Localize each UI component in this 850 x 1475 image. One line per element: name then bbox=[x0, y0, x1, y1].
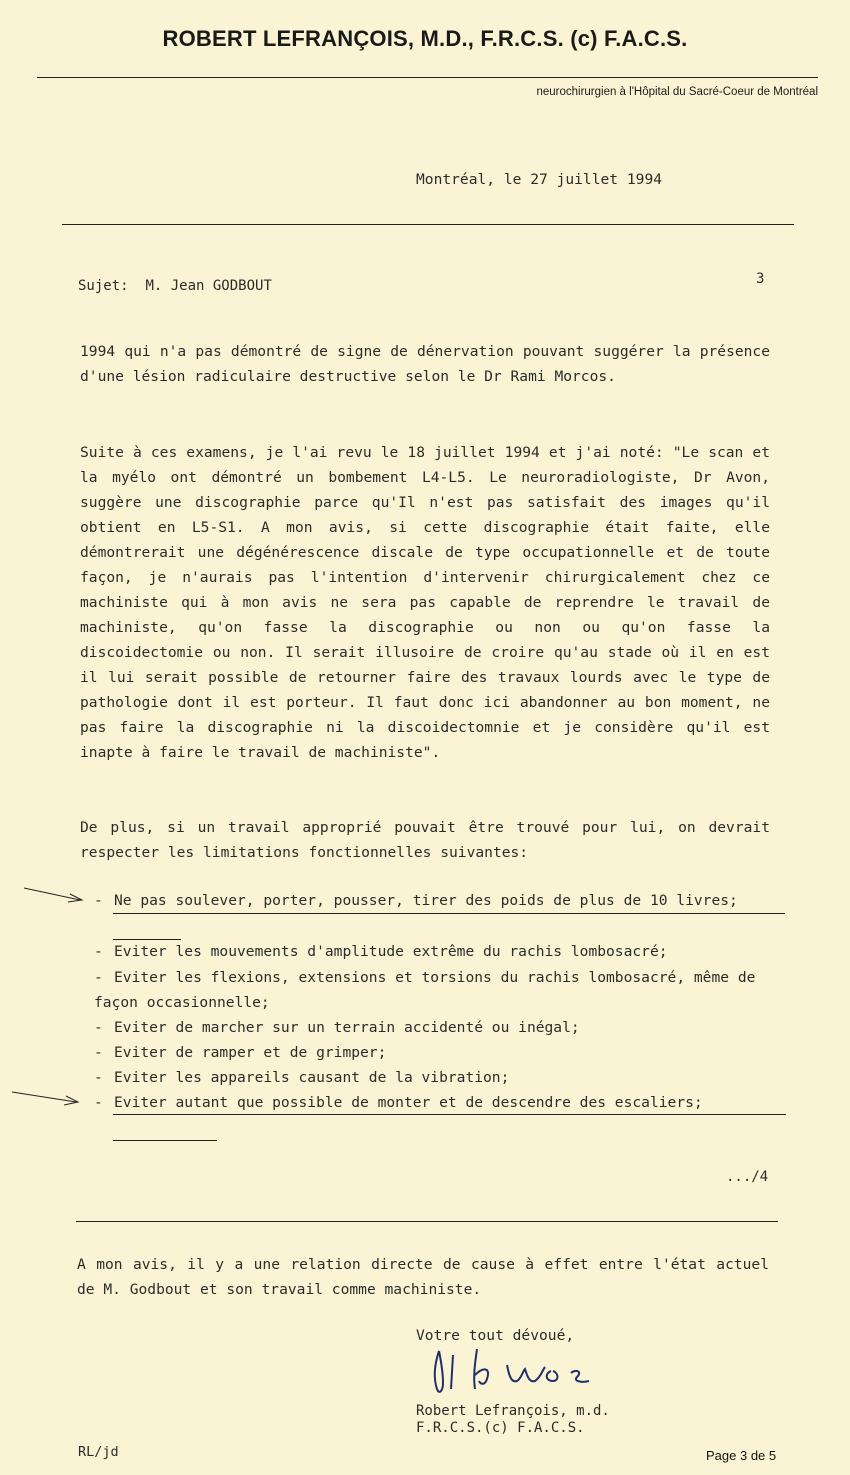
section-rule-top bbox=[62, 224, 794, 225]
signature-name: Robert Lefrançois, m.d. bbox=[416, 1403, 610, 1419]
continuation-marker: .../4 bbox=[726, 1169, 769, 1185]
letterhead-subtitle: neurochirurgien à l'Hôpital du Sacré-Coeur de Montréal bbox=[536, 86, 818, 98]
letterhead-rule bbox=[37, 77, 818, 78]
limitation-underline bbox=[113, 913, 785, 914]
subject-value: M. Jean GODBOUT bbox=[145, 278, 272, 294]
limitation-item: - Eviter les flexions, extensions et torsions du rachis lombosacré, même de façon occasionnelle; bbox=[94, 969, 756, 1011]
limitation-item: - Ne pas soulever, porter, pousser, tirer des poids de plus de 10 livres; bbox=[94, 892, 738, 909]
paragraph-2: Suite à ces examens, je l'ai revu le 18 juillet 1994 et j'ai noté: "Le scan et la myélo ont démontré un bombement L4-L5. Le neuroradiologiste, Dr Avon, suggère une discographie parce qu'Il n'est pas satisfait des images qu'il obtient en L5-S1. A mon avis, si cette discographie était faite, elle démontrerait une dégénérescence discale de type occupationnelle et de toute façon, je n'aurais pas l'intention d'intervenir chirurgicalement chez ce machiniste qui à mon avis ne sera pas capable de reprendre le travail de machiniste, qu'on fasse la discographie ou non ou qu'on fasse la discoidectomie ou non. Il serait illusoire de croire qu'au stade où il en est il lui serait possible de retourner faire des travaux lourds avec le type de pathologie dont il est porteur. Il faut donc ici abandonner au bon moment, ne pas faire la discographie ni la discoidectomnie et je considère qu'il est inapte à faire le travail de machiniste". bbox=[80, 444, 770, 761]
arrow-icon bbox=[22, 884, 92, 908]
date-line: Montréal, le 27 juillet 1994 bbox=[416, 171, 663, 188]
handwritten-signature bbox=[425, 1345, 615, 1405]
signature-credentials: F.R.C.S.(c) F.A.C.S. bbox=[416, 1420, 585, 1436]
limitation-underline bbox=[113, 1114, 786, 1115]
typist-initials: RL/jd bbox=[78, 1444, 119, 1460]
conclusion-paragraph: A mon avis, il y a une relation directe de cause à effet entre l'état actuel de M. Godbout et son travail comme machiniste. bbox=[77, 1256, 769, 1298]
subject-line bbox=[78, 278, 272, 294]
limitation-item: - Eviter autant que possible de monter et de descendre des escaliers; bbox=[94, 1094, 703, 1111]
limitation-item: - Eviter de marcher sur un terrain accidenté ou inégal; bbox=[94, 1019, 580, 1036]
page-marker: 3 bbox=[756, 271, 765, 287]
closing-line: Votre tout dévoué, bbox=[416, 1327, 575, 1344]
section-rule-bottom bbox=[76, 1221, 778, 1222]
paragraph-3: De plus, si un travail approprié pouvait être trouvé pour lui, on devrait respecter les limitations fonctionnelles suivantes: bbox=[80, 819, 770, 861]
subject-label: Sujet: bbox=[78, 278, 129, 294]
page-number: Page 3 de 5 bbox=[706, 1448, 777, 1463]
limitation-underline bbox=[113, 1140, 217, 1141]
limitation-item: - Eviter les appareils causant de la vibration; bbox=[94, 1069, 510, 1086]
letterhead-name: ROBERT LEFRANÇOIS, M.D., F.R.C.S. (c) F.A.C.S. bbox=[162, 26, 688, 51]
arrow-icon bbox=[10, 1088, 86, 1112]
limitation-item: - Eviter de ramper et de grimper; bbox=[94, 1044, 387, 1061]
paragraph-1: 1994 qui n'a pas démontré de signe de dénervation pouvant suggérer la présence d'une lésion radiculaire destructive selon le Dr Rami Morcos. bbox=[80, 343, 770, 385]
limitation-item: - Eviter les mouvements d'amplitude extrême du rachis lombosacré; bbox=[94, 943, 668, 960]
